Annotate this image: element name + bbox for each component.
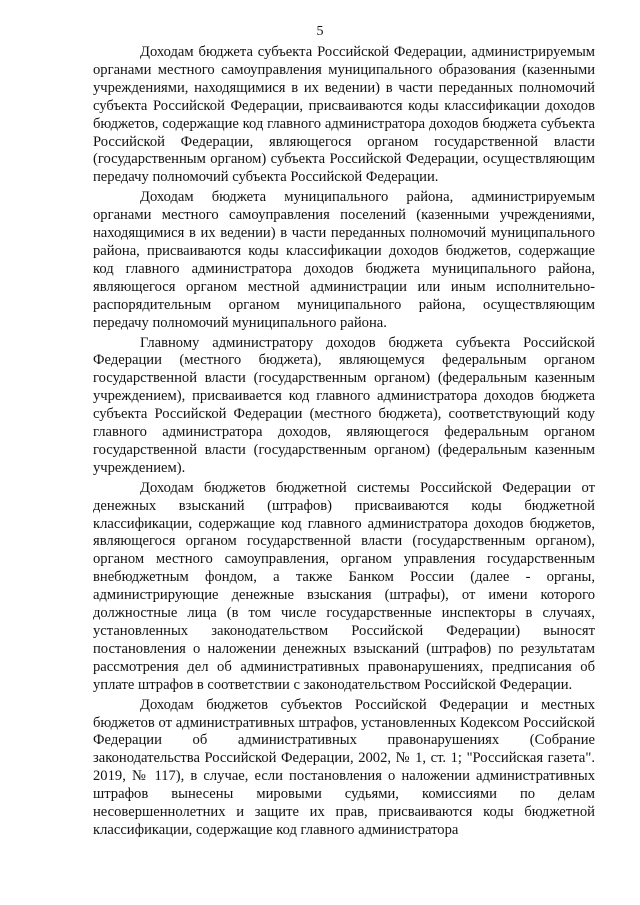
paragraph: Главному администратору доходов бюджета субъекта Российской Федерации (местного бюджета), являющемуся федеральным органом государственной власти (государственным органом) (федеральным казенным учреждением), присваивается код главного администратора доходов бюджета субъекта Российской Федерации (местного бюджета), соответствующий коду главного администратора доходов, являющегося федеральным органом государственной власти (государственным органом) (федеральным казенным учреждением). [93, 334, 595, 476]
page-number: 5 [316, 24, 324, 39]
paragraph: Доходам бюджетов субъектов Российской Федерации и местных бюджетов от административных штрафов, установленных Кодексом Российской Федерации об административных правонарушениях (Собрание законодательства Российской Федерации, 2002, № 1, ст. 1; "Российская газета". 2019, № 117), в случае, если постановления о наложении административных штрафов вынесены мировыми судьями, комиссиями по делам несовершеннолетних и защите их прав, присваиваются коды бюджетной классификации, содержащие код главного администратора [93, 696, 595, 838]
paragraph: Доходам бюджета муниципального района, администрируемым органами местного самоуправления поселений (казенными учреждениями, находящимися в их ведении) в части переданных полномочий муниципального района, присваиваются коды классификации доходов бюджетов, содержащие код главного администратора доходов бюджета муниципального района, являющегося органом местной администрации или иным исполнительно-распорядительным органом муниципального района, осуществляющим передачу полномочий муниципального района. [93, 189, 595, 331]
document-body [93, 44, 595, 842]
paragraph: Доходам бюджета субъекта Российской Федерации, администрируемым органами местного самоуправления муниципального образования (казенными учреждениями, находящимися в их ведении) в части переданных полномочий субъекта Российской Федерации, присваиваются коды классификации доходов бюджетов, содержащие код главного администратора доходов бюджета субъекта Российской Федерации, являющегося органом государственной власти (государственным органом) субъекта Российской Федерации, осуществляющим передачу полномочий субъекта Российской Федерации. [93, 44, 595, 186]
paragraph: Доходам бюджетов бюджетной системы Российской Федерации от денежных взысканий (штрафов) присваиваются коды бюджетной классификации, содержащие код главного администратора доходов бюджетов, являющегося органом государственной власти (государственным органом), органом местного самоуправления, органом управления государственным внебюджетным фондом, а также Банком России (далее - органы, администрирующие денежные взыскания (штрафы), от имени которого должностные лица (в том числе государственные инспекторы в случаях, установленных законодательством Российской Федерации) выносят постановления о наложении денежных взысканий (штрафов) по результатам рассмотрения дел об административных правонарушениях, предписания об уплате штрафов в соответствии с законодательством Российской Федерации. [93, 479, 595, 693]
